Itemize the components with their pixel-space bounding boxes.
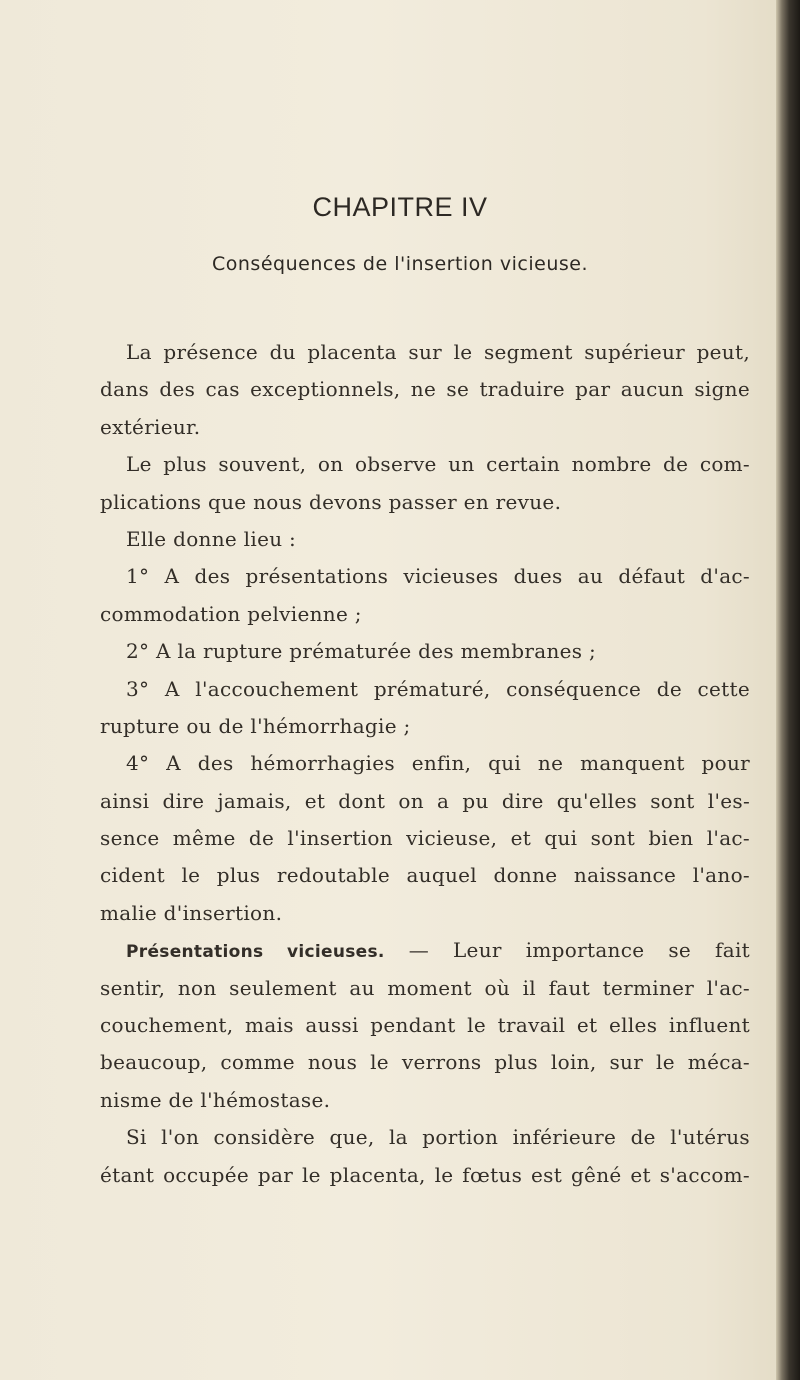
text-line: rupture ou de l'hémorrhagie ; <box>100 713 411 738</box>
text-line: 2° A la rupture prématurée des membranes ; <box>126 639 597 664</box>
text-line: extérieur. <box>100 414 201 439</box>
text-line: nisme de l'hémostase. <box>100 1087 331 1112</box>
text-line: dans des cas exceptionnels, ne se traduire par aucun signe <box>100 377 750 402</box>
text-line: Elle donne lieu : <box>126 526 297 551</box>
chapter-title: CHAPITRE IV <box>312 192 488 222</box>
section-heading: Présentations vicieuses. <box>126 942 385 963</box>
text-line: Le plus souvent, on observe un certain nombre de com- <box>126 452 750 477</box>
chapter-subtitle: Conséquences de l'insertion vicieuse. <box>212 253 588 275</box>
text-line: plications que nous devons passer en revue. <box>100 489 562 514</box>
text-line: ainsi dire jamais, et dont on a pu dire qu'elles sont l'es- <box>100 788 750 813</box>
text-line: commodation pelvienne ; <box>100 601 362 626</box>
text-line: 1° A des présentations vicieuses dues au défaut d'ac- <box>126 564 750 589</box>
text-line: couchement, mais aussi pendant le travail et elles influent <box>100 1013 750 1038</box>
text-line: La présence du placenta sur le segment supérieur peut, <box>126 340 750 364</box>
text-line: 4° A des hémorrhagies enfin, qui ne manquent pour <box>126 751 750 776</box>
text-line: beaucoup, comme nous le verrons plus loin, sur le méca- <box>100 1050 750 1075</box>
text-line: sentir, non seulement au moment où il faut terminer l'ac- <box>100 975 750 1000</box>
body-text <box>100 334 750 1194</box>
text-line: étant occupée par le placenta, le fœtus est gêné et s'accom- <box>100 1162 750 1187</box>
text-line: malie d'insertion. <box>100 900 283 925</box>
text-line: Si l'on considère que, la portion inférieure de l'utérus <box>126 1125 750 1150</box>
section-line <box>100 932 750 969</box>
text-line: sence même de l'insertion vicieuse, et qui sont bien l'ac- <box>100 826 750 851</box>
text-line-continuation: — Leur importance se fait <box>408 938 750 963</box>
text-line: 3° A l'accouchement prématuré, conséquence de cette <box>126 676 750 701</box>
text-line: cident le plus redoutable auquel donne naissance l'ano- <box>100 863 750 888</box>
